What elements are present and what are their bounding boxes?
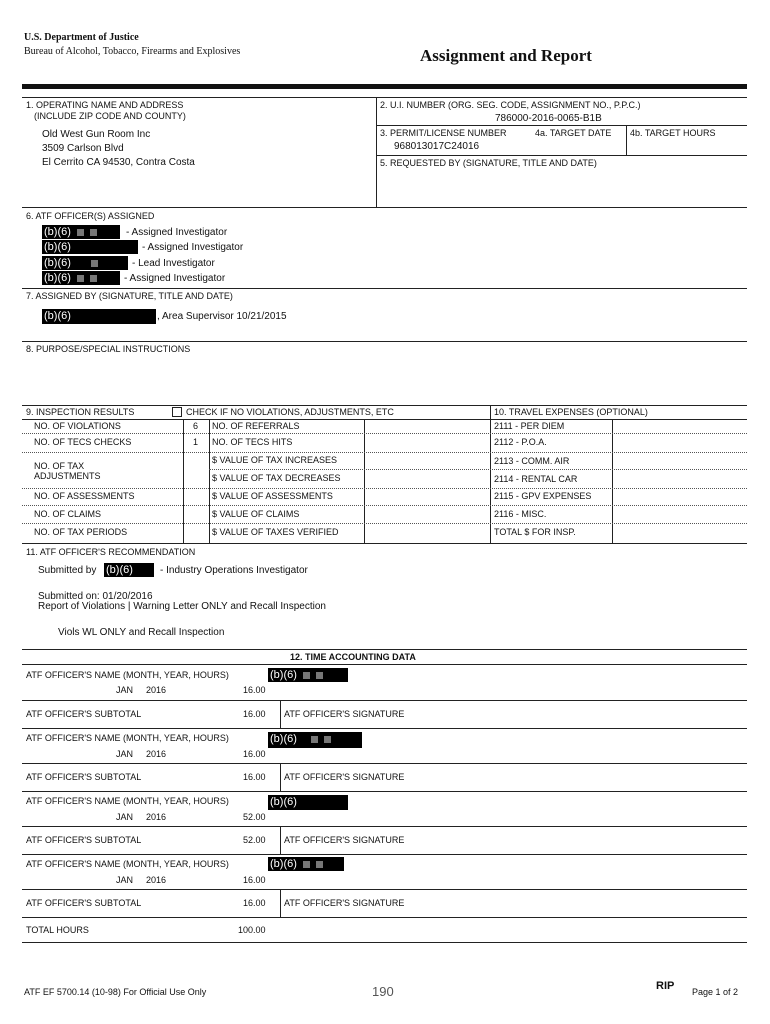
- officer-3-redaction: (b)(6): [42, 256, 128, 270]
- rip-mark: RIP: [656, 980, 675, 992]
- entry-3-signature-label: ATF OFFICER'S SIGNATURE: [284, 835, 405, 845]
- no-violations-checkbox[interactable]: [172, 407, 182, 417]
- claims-value-label: $ VALUE OF CLAIMS: [212, 509, 300, 519]
- section3-label: 3. PERMIT/LICENSE NUMBER: [380, 128, 507, 138]
- permit-number: 968013017C24016: [394, 141, 480, 152]
- section1-label: 1. OPERATING NAME AND ADDRESS: [26, 100, 184, 110]
- page-indicator: Page 1 of 2: [692, 987, 739, 997]
- section8-label: 8. PURPOSE/SPECIAL INSTRUCTIONS: [26, 344, 191, 354]
- referrals-label: NO. OF REFERRALS: [212, 421, 300, 431]
- entry-1-signature-label: ATF OFFICER'S SIGNATURE: [284, 709, 405, 719]
- poa-label: 2112 - P.O.A.: [494, 437, 547, 447]
- submitted-by-redaction: (b)(6): [104, 563, 154, 577]
- section7-label: 7. ASSIGNED BY (SIGNATURE, TITLE AND DATE): [26, 291, 233, 301]
- officer-4-role: - Assigned Investigator: [124, 273, 226, 284]
- form-number: ATF EF 5700.14 (10-98) For Official Use Only: [24, 987, 207, 997]
- entry-1-hours: 16.00: [243, 685, 266, 695]
- section1-sublabel: (INCLUDE ZIP CODE AND COUNTY): [34, 111, 186, 121]
- entry-2-month: JAN: [116, 749, 134, 759]
- entry-3-year: 2016: [146, 812, 167, 822]
- tax-periods-label: NO. OF TAX PERIODS: [34, 527, 128, 537]
- officer-1-role: - Assigned Investigator: [126, 227, 228, 238]
- entry-1-redaction: (b)(6): [268, 668, 348, 682]
- section2-label: 2. U.I. NUMBER (ORG. SEG. CODE, ASSIGNMENT NO., P.P.C.): [380, 100, 641, 110]
- ui-number: 786000-2016-0065-B1B: [495, 113, 602, 124]
- entry-4-signature-label: ATF OFFICER'S SIGNATURE: [284, 898, 405, 908]
- tecs-checks-count: 1: [193, 437, 199, 447]
- submitted-by-label: Submitted by: [38, 565, 97, 576]
- total-hours-label: TOTAL HOURS: [26, 925, 89, 935]
- tax-adjustments-label-1: NO. OF TAX: [34, 461, 85, 471]
- entry-1-month: JAN: [116, 685, 134, 695]
- entry-4-name-label: ATF OFFICER'S NAME (MONTH, YEAR, HOURS): [26, 859, 229, 869]
- section10-label: 10. TRAVEL EXPENSES (OPTIONAL): [494, 407, 648, 417]
- entry-2-name-label: ATF OFFICER'S NAME (MONTH, YEAR, HOURS): [26, 733, 229, 743]
- operating-name: Old West Gun Room Inc: [42, 129, 151, 140]
- officer-3-role: - Lead Investigator: [132, 258, 215, 269]
- page-stamp: 190: [372, 984, 394, 999]
- section12-label: 12. TIME ACCOUNTING DATA: [290, 652, 416, 662]
- operating-street: 3509 Carlson Blvd: [42, 143, 124, 154]
- entry-4-redaction: (b)(6): [268, 857, 344, 871]
- officer-1-redaction: (b)(6): [42, 225, 120, 239]
- gpv-expenses-label: 2115 - GPV EXPENSES: [494, 491, 592, 501]
- entry-4-subtotal: 16.00: [243, 898, 266, 908]
- entry-1-subtotal-label: ATF OFFICER'S SUBTOTAL: [26, 709, 142, 719]
- tax-decreases-label: $ VALUE OF TAX DECREASES: [212, 473, 341, 483]
- assigned-by-redaction: (b)(6): [42, 309, 156, 324]
- tecs-checks-label: NO. OF TECS CHECKS: [34, 437, 132, 447]
- comm-air-label: 2113 - COMM. AIR: [494, 456, 570, 466]
- department-name: U.S. Department of Justice: [24, 32, 139, 43]
- total-insp-label: TOTAL $ FOR INSP.: [494, 527, 576, 537]
- report-summary: Report of Violations | Warning Letter ONLY and Recall Inspection: [38, 601, 326, 612]
- entry-3-subtotal-label: ATF OFFICER'S SUBTOTAL: [26, 835, 142, 845]
- entry-2-hours: 16.00: [243, 749, 266, 759]
- entry-3-redaction: (b)(6): [268, 795, 348, 810]
- entry-1-subtotal: 16.00: [243, 709, 266, 719]
- submitted-on: Submitted on: 01/20/2016: [38, 591, 153, 602]
- claims-label: NO. OF CLAIMS: [34, 509, 102, 519]
- tax-adjustments-label-2: ADJUSTMENTS: [34, 471, 101, 481]
- entry-2-signature-label: ATF OFFICER'S SIGNATURE: [284, 772, 405, 782]
- total-hours-value: 100.00: [238, 925, 266, 935]
- entry-1-name-label: ATF OFFICER'S NAME (MONTH, YEAR, HOURS): [26, 670, 229, 680]
- header-rule: [22, 84, 747, 89]
- rental-car-label: 2114 - RENTAL CAR: [494, 474, 578, 484]
- section9-label: 9. INSPECTION RESULTS: [26, 407, 135, 417]
- entry-2-redaction: (b)(6): [268, 732, 362, 748]
- entry-1-year: 2016: [146, 685, 167, 695]
- entry-3-hours: 52.00: [243, 812, 266, 822]
- per-diem-label: 2111 - PER DIEM: [494, 421, 565, 431]
- tax-increases-label: $ VALUE OF TAX INCREASES: [212, 455, 338, 465]
- assessments-value-label: $ VALUE OF ASSESSMENTS: [212, 491, 333, 501]
- section5-label: 5. REQUESTED BY (SIGNATURE, TITLE AND DATE): [380, 158, 597, 168]
- officer-2-redaction: (b)(6): [42, 240, 138, 254]
- form-title: Assignment and Report: [420, 46, 592, 65]
- submitted-by-role: - Industry Operations Investigator: [160, 565, 308, 576]
- misc-label: 2116 - MISC.: [494, 509, 547, 519]
- target-hours-label: 4b. TARGET HOURS: [630, 128, 716, 138]
- assigned-by-value: , Area Supervisor 10/21/2015: [157, 311, 287, 322]
- bureau-name: Bureau of Alcohol, Tobacco, Firearms and Explosives: [24, 46, 241, 57]
- violations-summary: Viols WL ONLY and Recall Inspection: [58, 627, 225, 638]
- assessments-label: NO. OF ASSESSMENTS: [34, 491, 135, 501]
- entry-3-subtotal: 52.00: [243, 835, 266, 845]
- entry-3-name-label: ATF OFFICER'S NAME (MONTH, YEAR, HOURS): [26, 796, 229, 806]
- target-date-label: 4a. TARGET DATE: [535, 128, 612, 138]
- entry-4-year: 2016: [146, 875, 167, 885]
- section6-label: 6. ATF OFFICER(S) ASSIGNED: [26, 211, 155, 221]
- entry-4-subtotal-label: ATF OFFICER'S SUBTOTAL: [26, 898, 142, 908]
- entry-2-subtotal-label: ATF OFFICER'S SUBTOTAL: [26, 772, 142, 782]
- taxes-verified-label: $ VALUE OF TAXES VERIFIED: [212, 527, 339, 537]
- officer-4-redaction: (b)(6): [42, 271, 120, 285]
- officer-2-role: - Assigned Investigator: [142, 242, 244, 253]
- entry-4-month: JAN: [116, 875, 134, 885]
- operating-city: El Cerrito CA 94530, Contra Costa: [42, 157, 195, 168]
- entry-4-hours: 16.00: [243, 875, 266, 885]
- entry-2-subtotal: 16.00: [243, 772, 266, 782]
- section11-label: 11. ATF OFFICER'S RECOMMENDATION: [26, 547, 196, 557]
- entry-3-month: JAN: [116, 812, 134, 822]
- violations-count: 6: [193, 421, 199, 431]
- violations-label: NO. OF VIOLATIONS: [34, 421, 121, 431]
- tecs-hits-label: NO. OF TECS HITS: [212, 437, 293, 447]
- entry-2-year: 2016: [146, 749, 167, 759]
- no-violations-label: CHECK IF NO VIOLATIONS, ADJUSTMENTS, ETC: [186, 407, 394, 417]
